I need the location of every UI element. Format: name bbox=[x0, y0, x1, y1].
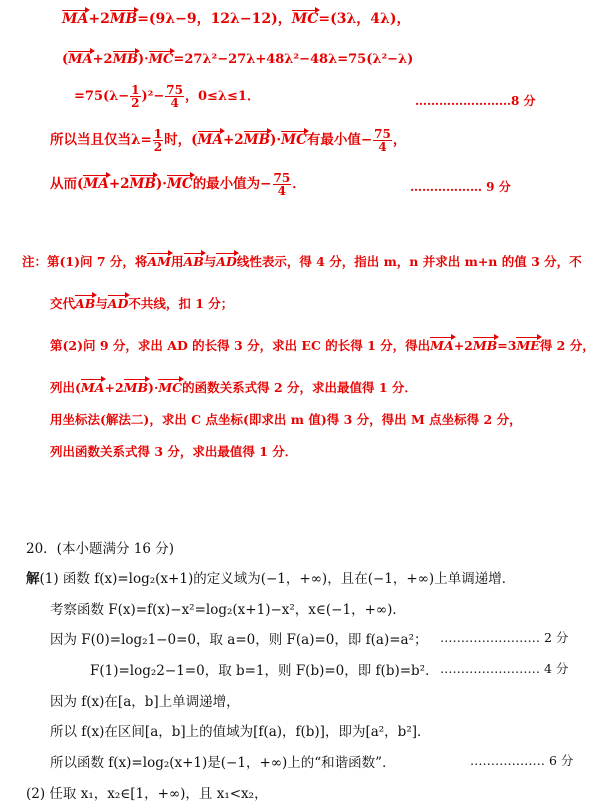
eq-ma-mb-vector: MA+2MB=(9λ−9，12λ−12)，MC=(3λ，4λ)， bbox=[62, 11, 411, 27]
solution-step-8: (2) 任取 x₁，x₂∈[1，+∞)，且 x₁<x₂， bbox=[26, 786, 268, 802]
note-line-1: 注：第(1)问 7 分，将AM用AB与AD线性表示，得 4 分，指出 m，n 并求出 m+n 的值 3 分，不 bbox=[22, 254, 582, 269]
solution-step-6: 所以 f(x)在区间[a，b]上的值域为[f(a)，f(b)]，即为[a²，b²]． bbox=[50, 724, 431, 740]
solution-step-3: 因为 F(0)=log₂1−0=0，取 a=0，则 F(a)=0，即 f(a)=a²； bbox=[50, 632, 428, 648]
score-8: ……………………8 分 bbox=[415, 94, 536, 108]
min-value-statement: 所以当且仅当λ= $\frac{1}{2}$ 时，(MA+2MB)·MC有最小值− $\frac{75}{4}$ ， bbox=[50, 127, 407, 154]
score-6: ……………… 6 分 bbox=[470, 753, 574, 768]
solution-step-5: 因为 f(x)在[a，b]上单调递增， bbox=[50, 694, 240, 710]
vector-mb: MB bbox=[109, 11, 138, 27]
vector-ma: MA bbox=[62, 11, 89, 27]
score-9: ……………… 9 分 bbox=[410, 180, 511, 194]
note-line-5: 用坐标法(解法二)，求出 C 点坐标(即求出 m 值)得 3 分，得出 M 点坐标得 2 分， bbox=[50, 412, 522, 427]
score-2: …………………… 2 分 bbox=[440, 630, 569, 645]
solution-step-4: F(1)=log₂2−1=0，取 b=1，则 F(b)=0，即 f(b)=b²． bbox=[90, 663, 439, 679]
eq-dot-product-expansion: (MA+2MB)·MC=27λ²−27λ+48λ²−48λ=75(λ²−λ) bbox=[62, 52, 414, 67]
note-line-3: 第(2)问 9 分，求出 AD 的长得 3 分，求出 EC 的长得 1 分，得出MA+2MB=3ME得 2 分， bbox=[50, 338, 595, 353]
note-line-2: 交代AB与AD不共线，扣 1 分； bbox=[50, 296, 234, 311]
vector-mc: MC bbox=[291, 11, 319, 27]
fraction-75-4: $\frac{75}{4}$ bbox=[166, 83, 183, 110]
conclusion-statement: 从而(MA+2MB)·MC的最小值为− $\frac{75}{4}$ ． bbox=[50, 171, 306, 198]
solution-step-7: 所以函数 f(x)=log₂(x+1)是(−1，+∞)上的“和谐函数”． bbox=[50, 755, 396, 771]
solution-step-2: 考察函数 F(x)=f(x)−x²=log₂(x+1)−x²，x∈(−1，+∞)． bbox=[50, 602, 406, 618]
eq-completed-square: =75(λ− $\frac{1}{2}$ )²− $\frac{75}{4}$ ，0≤λ≤1． bbox=[74, 83, 260, 110]
note-line-4: 列出(MA+2MB)·MC的函数关系式得 2 分，求出最值得 1 分． bbox=[50, 380, 417, 395]
note-line-6: 列出函数关系式得 3 分，求出最值得 1 分． bbox=[50, 444, 298, 459]
solution-step-1: 解(1) 函数 f(x)=log₂(x+1)的定义域为(−1，+∞)，且在(−1，+∞)上单调递增． bbox=[26, 571, 516, 587]
solution-label: 解 bbox=[26, 571, 40, 587]
problem-20-heading: 20．(本小题满分 16 分) bbox=[26, 541, 174, 557]
score-4: …………………… 4 分 bbox=[440, 661, 569, 676]
fraction-half: $\frac{1}{2}$ bbox=[131, 83, 140, 110]
